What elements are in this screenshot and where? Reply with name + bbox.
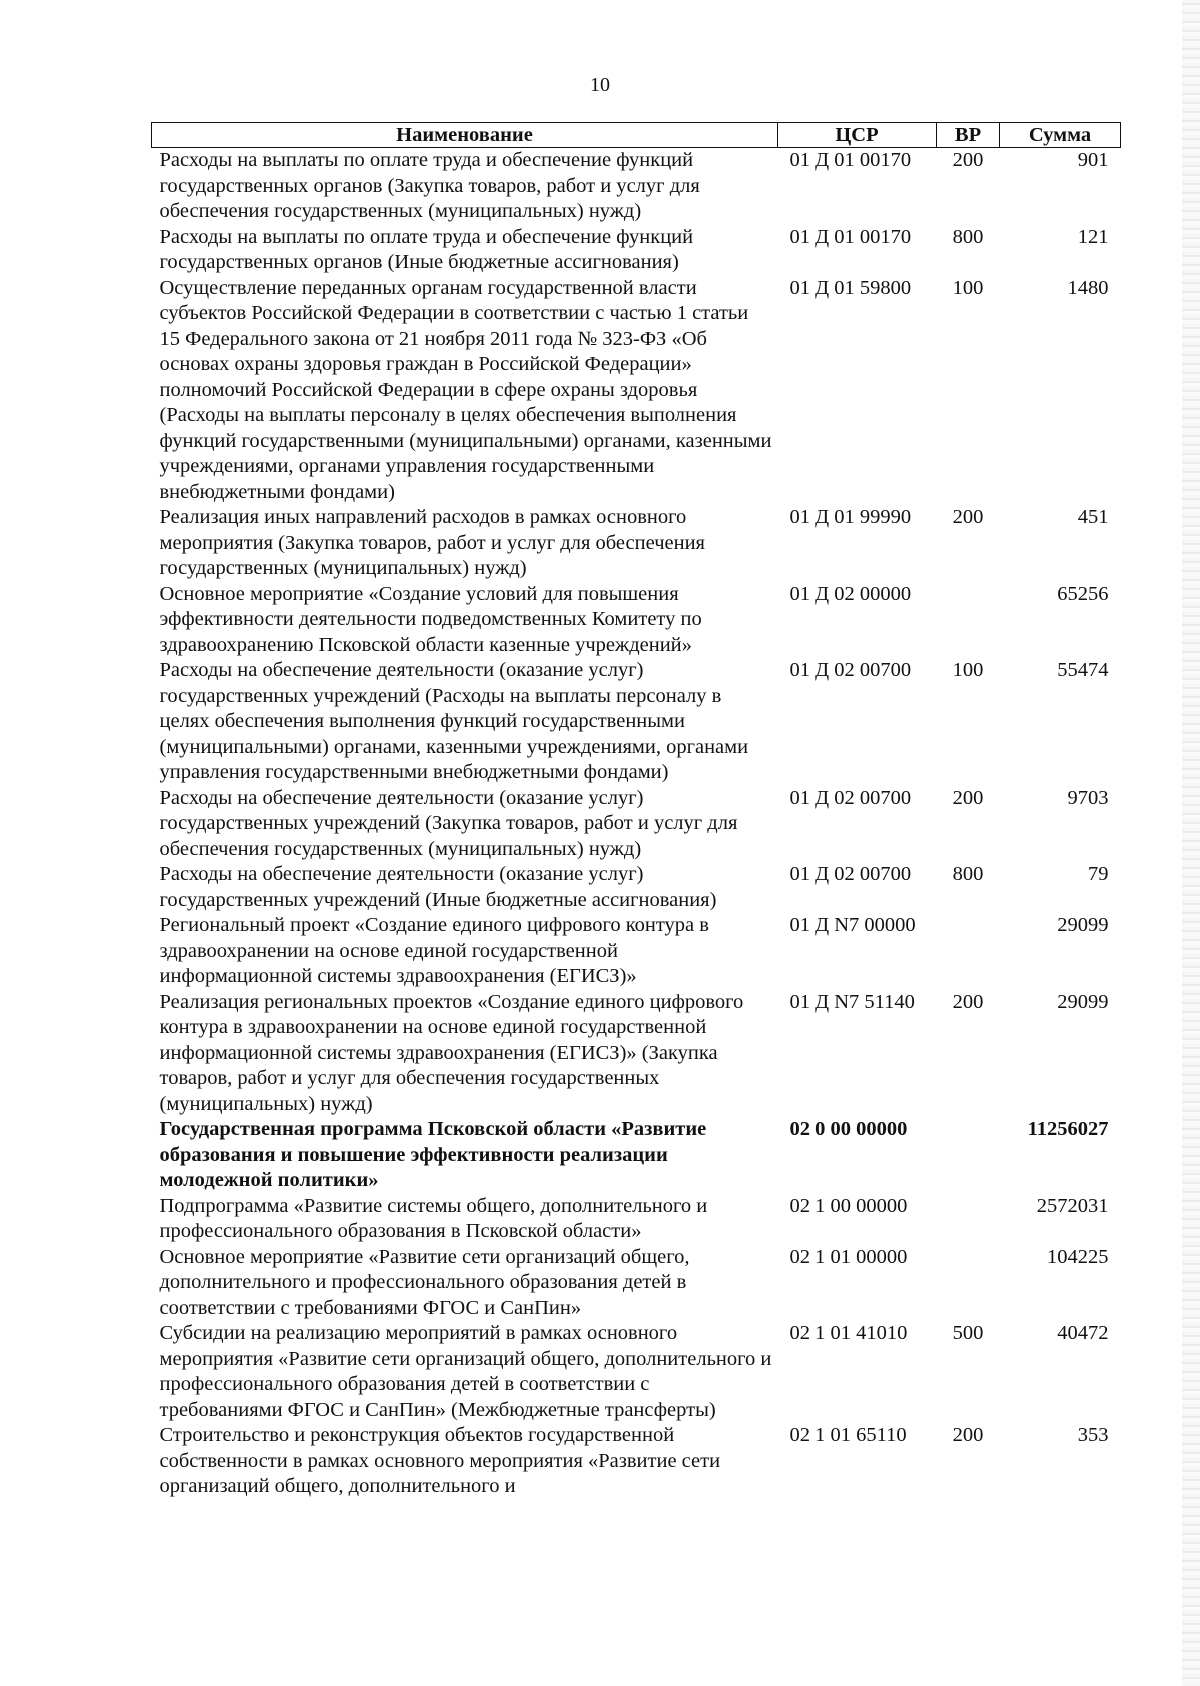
cell-vr: [937, 1245, 1000, 1322]
cell-vr: 200: [952, 149, 984, 171]
table-row: [152, 1117, 1121, 1194]
cell-vr: 100: [952, 659, 984, 681]
cell-vr: [937, 1194, 1000, 1245]
cell-vr: 200: [952, 990, 984, 1013]
cell-name: Расходы на обеспечение деятельности (оказание услуг) государственных учреждений (Закупка товаров, работ и услуг для обеспечения государственных (муниципальных) нужд): [159, 786, 738, 860]
cell-csr: 02 1 01 00000: [789, 1245, 908, 1268]
cell-name: Строительство и реконструкция объектов государственной собственности в рамках основного мероприятия «Развитие сети организаций общего, дополнительного и: [159, 1424, 721, 1497]
cell-name: Реализация иных направлений расходов в рамках основного мероприятия (Закупка товаров, работ и услуг для обеспечения государственных (муниципальных) нужд): [159, 506, 705, 579]
table-row: [152, 1423, 1121, 1500]
cell-vr: [937, 1117, 1000, 1194]
cell-sum: 1480: [1067, 276, 1109, 299]
table-row: [152, 148, 1121, 225]
cell-csr: 02 1 00 00000: [789, 1194, 908, 1217]
cell-sum: 65256: [1057, 582, 1109, 605]
cell-name: Основное мероприятие «Создание условий для повышения эффективности деятельности подведомственных Комитету по здравоохранению Псковской области казенные учреждений»: [159, 582, 702, 656]
cell-csr: 02 1 01 41010: [789, 1322, 908, 1344]
cell-sum: 79: [1088, 863, 1109, 885]
cell-csr: 01 Д 01 59800: [789, 276, 912, 299]
header-sum: Сумма: [1000, 123, 1121, 148]
cell-vr: 800: [952, 225, 984, 248]
header-name: Наименование: [152, 123, 778, 148]
cell-vr: 200: [952, 506, 984, 528]
cell-vr: [937, 582, 1000, 659]
table-row: [152, 1245, 1121, 1322]
cell-csr: 01 Д 01 00170: [789, 149, 912, 171]
cell-csr: 01 Д 02 00700: [789, 863, 912, 885]
table-row: [152, 225, 1121, 276]
cell-sum: 451: [1077, 506, 1109, 528]
cell-name: Расходы на обеспечение деятельности (оказание услуг) государственных учреждений (Расходы на выплаты персоналу в целях обеспечения выполнения функций государственными (муниципальными) органами, казенными учреждениями, органами управления государственными внебюджетными фондами): [159, 659, 749, 783]
cell-csr: 02 0 00 00000: [789, 1118, 908, 1140]
table-body: [152, 148, 1121, 1500]
header-csr: ЦСР: [778, 123, 937, 148]
table-row: [152, 786, 1121, 863]
cell-sum: 353: [1077, 1424, 1109, 1446]
table-row: [152, 990, 1121, 1118]
cell-vr: 200: [952, 786, 984, 809]
cell-csr: 01 Д 01 99990: [789, 506, 912, 528]
header-vr: ВР: [937, 123, 1000, 148]
cell-sum: 901: [1077, 149, 1109, 171]
cell-name: Государственная программа Псковской области «Развитие образования и повышение эффективности реализации молодежной политики»: [159, 1118, 707, 1191]
budget-table-container: [151, 122, 1120, 1500]
budget-table: [151, 122, 1121, 1500]
cell-sum: 2572031: [1036, 1194, 1109, 1217]
scan-edge-shading: [1182, 0, 1200, 1686]
cell-name: Осуществление переданных органам государственной власти субъектов Российской Федерации в соответствии с частью 1 статьи 15 Федерального закона от 21 ноября 2011 года № 323-ФЗ «Об основах охраны здоровья граждан в Российской Федерации» полномочий Российской Федерации в сфере охраны здоровья (Расходы на выплаты персоналу в целях обеспечения выполнения функций государственными (муниципальными) органами, казенными учреждениями, органами управления государственными внебюджетными фондами): [159, 276, 772, 503]
table-row: [152, 658, 1121, 786]
table-row: [152, 1194, 1121, 1245]
table-header: [152, 123, 1121, 148]
cell-csr: 01 Д N7 51140: [789, 990, 915, 1013]
cell-name: Субсидии на реализацию мероприятий в рамках основного мероприятия «Развитие сети организаций общего, дополнительного и профессионального образования детей в соответствии с требованиями ФГОС и СанПин» (Межбюджетные трансферты): [159, 1322, 772, 1421]
cell-sum: 9703: [1067, 786, 1109, 809]
cell-sum: 104225: [1047, 1245, 1109, 1268]
table-row: [152, 1321, 1121, 1423]
table-row: [152, 862, 1121, 913]
cell-csr: 01 Д 01 00170: [789, 225, 912, 248]
cell-sum: 11256027: [1027, 1118, 1109, 1140]
cell-name: Подпрограмма «Развитие системы общего, дополнительного и профессионального образования в Псковской области»: [159, 1194, 708, 1242]
table-row: [152, 582, 1121, 659]
cell-csr: 01 Д N7 00000: [789, 914, 916, 936]
cell-vr: 800: [952, 863, 984, 885]
cell-name: Расходы на выплаты по оплате труда и обеспечение функций государственных органов (Иные бюджетные ассигнования): [159, 225, 694, 273]
cell-name: Расходы на выплаты по оплате труда и обеспечение функций государственных органов (Закупка товаров, работ и услуг для обеспечения государственных (муниципальных) нужд): [159, 149, 700, 222]
table-row: [152, 505, 1121, 582]
cell-vr: 100: [952, 276, 984, 299]
page-number: 10: [590, 74, 610, 96]
cell-csr: 01 Д 02 00700: [789, 659, 912, 681]
cell-vr: 500: [952, 1322, 984, 1344]
cell-sum: 55474: [1057, 659, 1109, 681]
table-row: [152, 276, 1121, 506]
cell-vr: [937, 913, 1000, 990]
cell-sum: 121: [1077, 225, 1109, 248]
table-row: [152, 913, 1121, 990]
cell-csr: 02 1 01 65110: [789, 1424, 907, 1446]
cell-sum: 29099: [1057, 990, 1109, 1013]
cell-sum: 40472: [1057, 1322, 1109, 1344]
cell-csr: 01 Д 02 00700: [789, 786, 912, 809]
cell-vr: 200: [952, 1424, 984, 1446]
cell-sum: 29099: [1057, 914, 1109, 936]
cell-csr: 01 Д 02 00000: [789, 582, 912, 605]
cell-name: Расходы на обеспечение деятельности (оказание услуг) государственных учреждений (Иные бюджетные ассигнования): [159, 863, 717, 911]
cell-name: Реализация региональных проектов «Создание единого цифрового контура в здравоохранении на основе единой государственной информационной системы здравоохранения (ЕГИСЗ)» (Закупка товаров, работ и услуг для обеспечения государственных (муниципальных) нужд): [159, 990, 744, 1115]
cell-name: Региональный проект «Создание единого цифрового контура в здравоохранении на основе единой государственной информационной системы здравоохранения (ЕГИСЗ)»: [159, 914, 709, 987]
cell-name: Основное мероприятие «Развитие сети организаций общего, дополнительного и профессионального образования детей в соответствии с требованиями ФГОС и СанПин»: [159, 1245, 690, 1319]
